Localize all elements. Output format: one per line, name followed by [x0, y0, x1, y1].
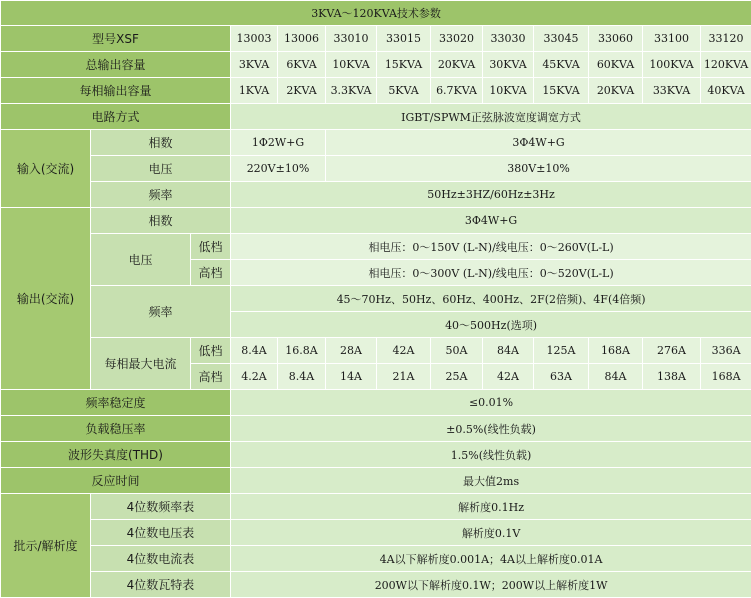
output-freq-row — [1, 286, 751, 312]
output-current-label: 每相最大电流 — [91, 338, 191, 390]
display-label: 批示/解析度 — [1, 494, 91, 598]
total-capacity-value: 3KVA — [231, 52, 278, 78]
display-row — [1, 546, 751, 572]
model-value: 33020 — [431, 26, 483, 52]
input-freq-row — [1, 182, 751, 208]
display-row — [1, 572, 751, 598]
load-regulation-label: 负载稳压率 — [1, 416, 231, 442]
model-value: 33030 — [483, 26, 534, 52]
output-phase-label: 相数 — [91, 208, 231, 234]
thd-row — [1, 442, 751, 468]
phase-capacity-value: 3.3KVA — [326, 78, 377, 104]
current-high-value: 84A — [589, 364, 643, 390]
display-meter-label: 4位数频率表 — [91, 494, 231, 520]
current-low-value: 336A — [701, 338, 751, 364]
model-value: 33010 — [326, 26, 377, 52]
current-low-value: 125A — [534, 338, 589, 364]
current-high-value: 4.2A — [231, 364, 278, 390]
current-low-value: 50A — [431, 338, 483, 364]
total-capacity-value: 20KVA — [431, 52, 483, 78]
display-meter-value: 4A以下解析度0.001A；4A以上解析度0.01A — [231, 546, 751, 572]
thd-label: 波形失真度(THD) — [1, 442, 231, 468]
response-label: 反应时间 — [1, 468, 231, 494]
load-regulation-value: ±0.5%(线性负载) — [231, 416, 751, 442]
total-capacity-value: 10KVA — [326, 52, 377, 78]
phase-capacity-value: 10KVA — [483, 78, 534, 104]
display-meter-value: 解析度0.1Hz — [231, 494, 751, 520]
thd-value: 1.5%(线性负载) — [231, 442, 751, 468]
model-value: 13003 — [231, 26, 278, 52]
freq-stability-value: ≤0.01% — [231, 390, 751, 416]
output-phase-value: 3Φ4W+G — [231, 208, 751, 234]
output-voltage-label: 电压 — [91, 234, 191, 286]
total-capacity-value: 100KVA — [643, 52, 701, 78]
input-voltage-single: 220V±10% — [231, 156, 326, 182]
total-capacity-value: 15KVA — [377, 52, 431, 78]
total-capacity-value: 6KVA — [278, 52, 326, 78]
input-freq-label: 频率 — [91, 182, 231, 208]
current-low-value: 16.8A — [278, 338, 326, 364]
model-value: 33060 — [589, 26, 643, 52]
model-value: 33120 — [701, 26, 751, 52]
display-meter-value: 解析度0.1V — [231, 520, 751, 546]
phase-capacity-value: 20KVA — [589, 78, 643, 104]
current-high-value: 25A — [431, 364, 483, 390]
display-meter-label: 4位数电压表 — [91, 520, 231, 546]
current-high-value: 63A — [534, 364, 589, 390]
title-row — [1, 1, 751, 26]
input-phase-row — [1, 130, 751, 156]
current-high-value: 42A — [483, 364, 534, 390]
model-value: 13006 — [278, 26, 326, 52]
display-row — [1, 520, 751, 546]
input-voltage-three: 380V±10% — [326, 156, 751, 182]
phase-capacity-value: 2KVA — [278, 78, 326, 104]
current-high-value: 8.4A — [278, 364, 326, 390]
current-low-value: 8.4A — [231, 338, 278, 364]
circuit-row — [1, 104, 751, 130]
phase-capacity-value: 15KVA — [534, 78, 589, 104]
output-freq-value: 45～70Hz、50Hz、60Hz、400Hz、2F(2倍频)、4F(4倍频) — [231, 286, 751, 312]
response-value: 最大值2ms — [231, 468, 751, 494]
current-high-value: 168A — [701, 364, 751, 390]
current-low-value: 84A — [483, 338, 534, 364]
phase-capacity-value: 5KVA — [377, 78, 431, 104]
input-phase-label: 相数 — [91, 130, 231, 156]
input-freq-value: 50Hz±3HZ/60Hz±3Hz — [231, 182, 751, 208]
table-title: 3KVA～120KVA技术参数 — [1, 1, 751, 26]
total-capacity-value: 45KVA — [534, 52, 589, 78]
output-current-low-label: 低档 — [191, 338, 231, 364]
current-low-value: 28A — [326, 338, 377, 364]
output-label: 输出(交流) — [1, 208, 91, 390]
model-value: 33015 — [377, 26, 431, 52]
input-voltage-row — [1, 156, 751, 182]
response-row — [1, 468, 751, 494]
output-phase-row — [1, 208, 751, 234]
model-value: 33100 — [643, 26, 701, 52]
freq-stability-row — [1, 390, 751, 416]
output-voltage-high-value: 相电压：0～300V (L-N)/线电压：0～520V(L-L) — [231, 260, 751, 286]
current-low-value: 168A — [589, 338, 643, 364]
input-phase-three: 3Φ4W+G — [326, 130, 751, 156]
phase-capacity-value: 40KVA — [701, 78, 751, 104]
display-row — [1, 494, 751, 520]
output-current-low-row — [1, 338, 751, 364]
current-low-value: 42A — [377, 338, 431, 364]
phase-capacity-value: 33KVA — [643, 78, 701, 104]
load-regulation-row — [1, 416, 751, 442]
total-capacity-value: 30KVA — [483, 52, 534, 78]
output-voltage-low-label: 低档 — [191, 234, 231, 260]
model-value: 33045 — [534, 26, 589, 52]
current-high-value: 138A — [643, 364, 701, 390]
model-label: 型号XSF — [1, 26, 231, 52]
freq-stability-label: 频率稳定度 — [1, 390, 231, 416]
output-freq-option-value: 40～500Hz(选项) — [231, 312, 751, 338]
total-capacity-label: 总输出容量 — [1, 52, 231, 78]
display-meter-value: 200W以下解析度0.1W；200W以上解析度1W — [231, 572, 751, 598]
output-voltage-low-row — [1, 234, 751, 260]
display-meter-label: 4位数电流表 — [91, 546, 231, 572]
current-high-value: 14A — [326, 364, 377, 390]
input-label: 输入(交流) — [1, 130, 91, 208]
circuit-value: IGBT/SPWM正弦脉波宽度调宽方式 — [231, 104, 751, 130]
phase-capacity-label: 每相输出容量 — [1, 78, 231, 104]
model-row — [1, 26, 751, 52]
display-meter-label: 4位数瓦特表 — [91, 572, 231, 598]
phase-capacity-row — [1, 78, 751, 104]
output-current-high-label: 高档 — [191, 364, 231, 390]
output-voltage-high-label: 高档 — [191, 260, 231, 286]
phase-capacity-value: 6.7KVA — [431, 78, 483, 104]
output-voltage-low-value: 相电压：0～150V (L-N)/线电压：0～260V(L-L) — [231, 234, 751, 260]
total-capacity-value: 60KVA — [589, 52, 643, 78]
input-voltage-label: 电压 — [91, 156, 231, 182]
total-capacity-row — [1, 52, 751, 78]
total-capacity-value: 120KVA — [701, 52, 751, 78]
current-low-value: 276A — [643, 338, 701, 364]
phase-capacity-value: 1KVA — [231, 78, 278, 104]
output-freq-label: 频率 — [91, 286, 231, 338]
circuit-label: 电路方式 — [1, 104, 231, 130]
current-high-value: 21A — [377, 364, 431, 390]
input-phase-single: 1Φ2W+G — [231, 130, 326, 156]
